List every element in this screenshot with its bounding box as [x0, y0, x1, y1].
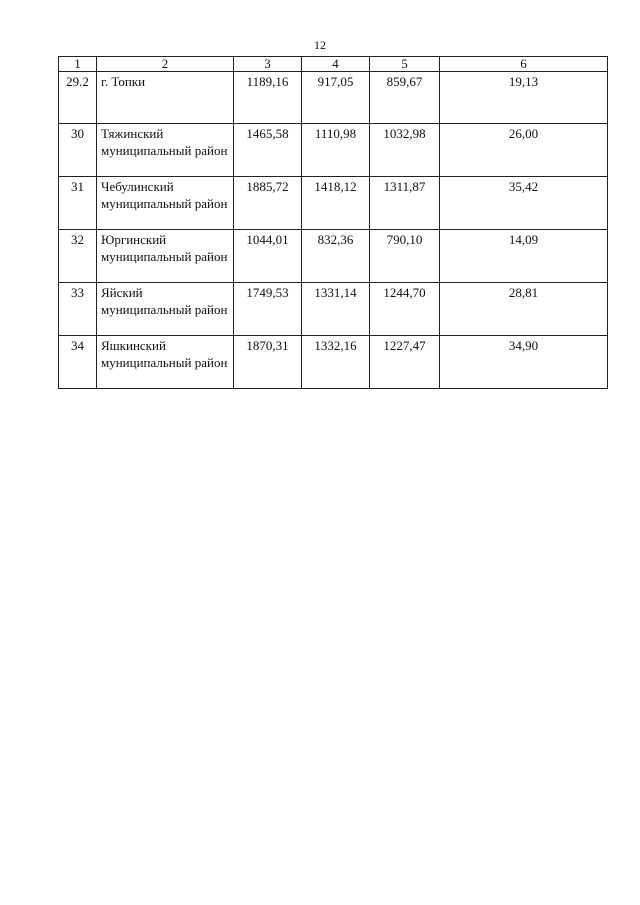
row-number: 34 [59, 336, 97, 389]
municipality-name: Чебулинский муниципальный район [97, 177, 234, 230]
municipality-name: Яйский муниципальный район [97, 283, 234, 336]
table-row [59, 177, 608, 230]
value-col3: 1870,31 [234, 336, 302, 389]
table-row [59, 230, 608, 283]
row-number: 33 [59, 283, 97, 336]
value-col6: 26,00 [440, 124, 608, 177]
municipality-name: Яшкинский муниципальный район [97, 336, 234, 389]
value-col6: 35,42 [440, 177, 608, 230]
table-row [59, 283, 608, 336]
municipality-name: г. Топки [97, 72, 234, 124]
value-col4: 1418,12 [302, 177, 370, 230]
value-col5: 1244,70 [370, 283, 440, 336]
value-col4: 832,36 [302, 230, 370, 283]
value-col4: 1331,14 [302, 283, 370, 336]
table-row [59, 124, 608, 177]
value-col4: 1110,98 [302, 124, 370, 177]
column-header: 1 [59, 57, 97, 72]
table-row [59, 72, 608, 124]
row-number: 31 [59, 177, 97, 230]
row-number: 30 [59, 124, 97, 177]
table-row [59, 336, 608, 389]
column-header: 3 [234, 57, 302, 72]
value-col3: 1189,16 [234, 72, 302, 124]
page-number: 12 [314, 38, 326, 52]
value-col6: 19,13 [440, 72, 608, 124]
value-col5: 1311,87 [370, 177, 440, 230]
row-number: 29.2 [59, 72, 97, 124]
column-header: 2 [97, 57, 234, 72]
value-col5: 859,67 [370, 72, 440, 124]
value-col3: 1885,72 [234, 177, 302, 230]
value-col5: 1032,98 [370, 124, 440, 177]
column-header: 4 [302, 57, 370, 72]
column-header: 6 [440, 57, 608, 72]
row-number: 32 [59, 230, 97, 283]
value-col5: 1227,47 [370, 336, 440, 389]
value-col6: 14,09 [440, 230, 608, 283]
value-col4: 917,05 [302, 72, 370, 124]
data-table [58, 56, 608, 389]
value-col6: 34,90 [440, 336, 608, 389]
municipality-name: Тяжинский муниципальный район [97, 124, 234, 177]
column-header: 5 [370, 57, 440, 72]
value-col5: 790,10 [370, 230, 440, 283]
value-col6: 28,81 [440, 283, 608, 336]
value-col3: 1465,58 [234, 124, 302, 177]
value-col4: 1332,16 [302, 336, 370, 389]
value-col3: 1749,53 [234, 283, 302, 336]
value-col3: 1044,01 [234, 230, 302, 283]
municipality-name: Юргинский муниципальный район [97, 230, 234, 283]
table-header-row [59, 57, 608, 72]
